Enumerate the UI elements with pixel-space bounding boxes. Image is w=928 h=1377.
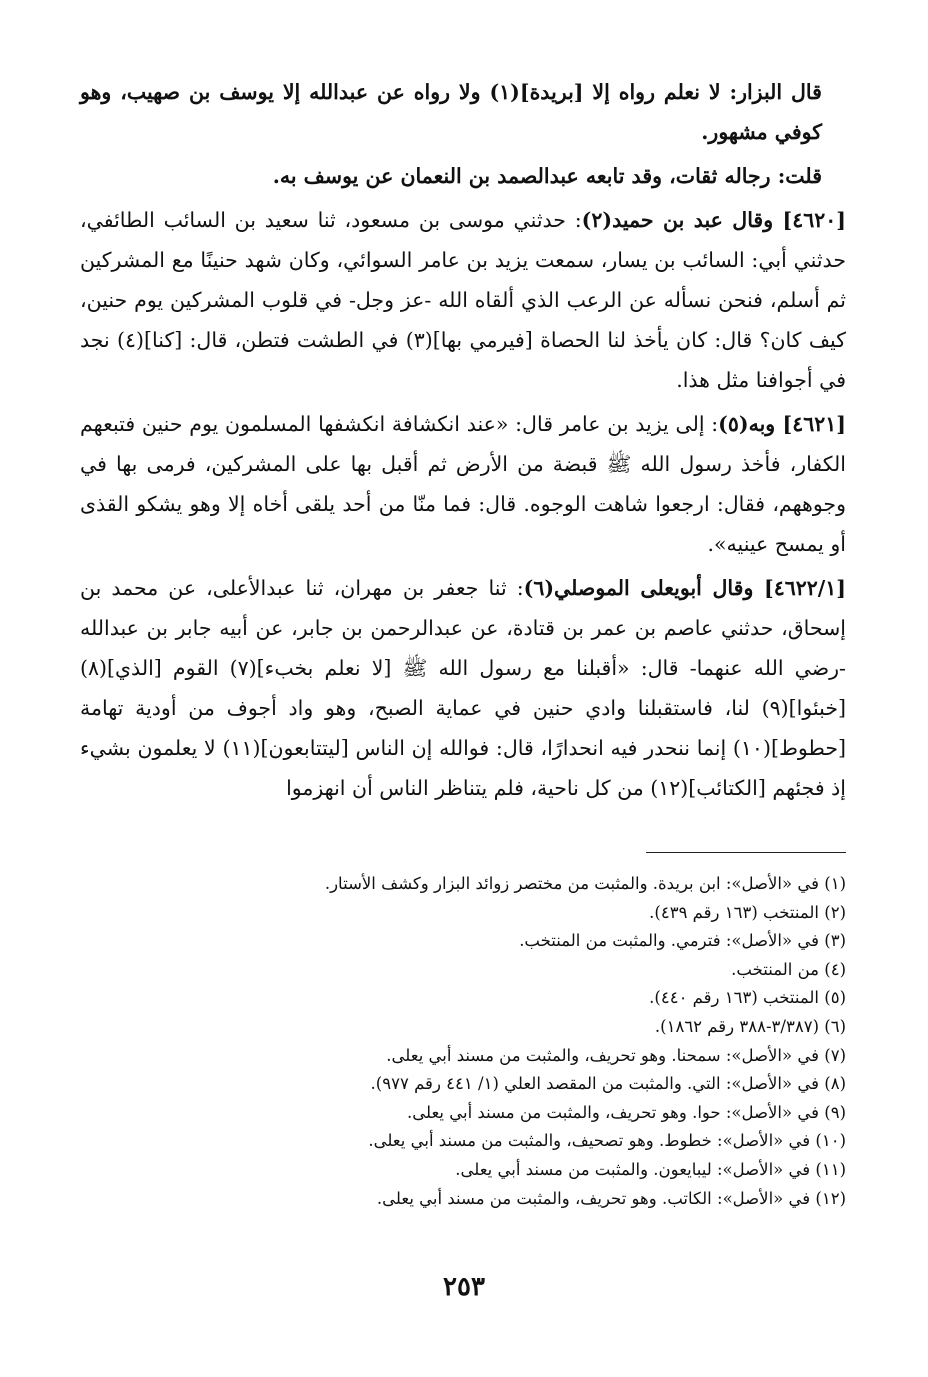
paragraph-bazzar — [80, 72, 846, 152]
paragraph-text: قال البزار: لا نعلم رواه إلا [بريدة](١) ولا رواه عن عبدالله إلا يوسف بن صهيب، وهو كوفي مشهور. — [80, 80, 822, 144]
hadith-4622 — [80, 568, 846, 808]
hadith-4620 — [80, 200, 846, 400]
hadith-text: : إلى يزيد بن عامر قال: «عند انكشافة انكشفها المسلمون يوم حنين فتبعهم الكفار، فأخذ رسول الله ﷺ قبضة من الأرض ثم أقبل بها على المشركين، فرمى بها في وجوههم، فقال: ارجعوا شاهت الوجوه. قال: فما منّا من أحد يلقى أخاه إلا وهو يشكو القذى أو يمسح عينيه». — [80, 412, 846, 556]
hadith-text: : حدثني موسى بن مسعود، ثنا سعيد بن السائب الطائفي، حدثني أبي: السائب بن يسار، سمعت يزيد بن عامر السوائي، وكان شهد حنينًا مع المشركين ثم أسلم، فنحن نسأله عن الرعب الذي ألقاه الله -عز وجل- في قلوب المشركين يوم حنين، كيف كان؟ قال: كان يأخذ لنا الحصاة [فيرمي بها](٣) في الطشت فتطن، قال: [كنا](٤) نجد في أجوافنا مثل هذا. — [80, 208, 847, 392]
footnote-item: (١٢) في «الأصل»: الكاتب. وهو تحريف، والمثبت من مسند أبي يعلى. — [376, 1188, 846, 1208]
footnote-item: (٣) في «الأصل»: فترمي. والمثبت من المنتخب. — [519, 931, 846, 951]
footnote-item: (٨) في «الأصل»: التي. والمثبت من المقصد العلي (١/ ٤٤١ رقم ٩٧٧). — [370, 1074, 846, 1094]
footnote-item: (١١) في «الأصل»: ليبايعون. والمثبت من مسند أبي يعلى. — [455, 1159, 846, 1179]
footnote-item: (١) في «الأصل»: ابن بريدة. والمثبت من مختصر زوائد البزار وكشف الأستار. — [324, 874, 846, 893]
footnotes-list — [80, 870, 846, 1213]
main-text — [80, 72, 846, 812]
footnote-item: (٤) من المنتخب. — [731, 959, 846, 979]
footnote-item: (٦) (٣/٣٨٧-٣٨٨ رقم ١٨٦٢). — [654, 1016, 846, 1036]
footnote-item: (٧) في «الأصل»: سمحنا. وهو تحريف، والمثبت من مسند أبي يعلى. — [386, 1045, 846, 1065]
footnote-item: (٩) في «الأصل»: حوا. وهو تحريف، والمثبت من مسند أبي يعلى. — [407, 1102, 846, 1122]
hadith-heading: [٤٦٢٠] وقال عبد بن حميد(٢) — [581, 208, 846, 232]
footnote-item: (١٠) في «الأصل»: خطوط. وهو تصحيف، والمثبت من مسند أبي يعلى. — [368, 1131, 846, 1151]
page-number: ٢٥٣ — [443, 1272, 485, 1302]
footnote-item: (٥) المنتخب (١٦٣ رقم ٤٤٠). — [649, 988, 846, 1008]
hadith-text: : ثنا جعفر بن مهران، ثنا عبدالأعلى، عن محمد بن إسحاق، حدثني عاصم بن عمر بن قتادة، عن عبدالرحمن بن جابر، عن أبيه جابر بن عبدالله -رضي الله عنهما- قال: «أقبلنا مع رسول الله ﷺ [لا نعلم بخبء](٧) القوم [الذي](٨) [خبئوا](٩) لنا، فاستقبلنا وادي حنين في عماية الصبح، وهو واد أجوف من أودية تهامة [حطوط](١٠) إنما ننحدر فيه انحدارًا، قال: فوالله إن الناس [ليتتابعون](١١) لا يعلمون بشيء إذ فجئهم [الكتائب](١٢) من كل ناحية، فلم يتناظر الناس أن انهزموا — [80, 576, 846, 800]
hadith-heading: [٤٦٢٢/١] وقال أبويعلى الموصلي(٦) — [523, 576, 846, 600]
hadith-heading: [٤٦٢١] وبه(٥) — [718, 412, 846, 436]
paragraph-qultu — [80, 156, 846, 196]
footnote-divider — [646, 852, 846, 853]
paragraph-text: قلت: رجاله ثقات، وقد تابعه عبدالصمد بن النعمان عن يوسف به. — [272, 164, 822, 188]
footnote-item: (٢) المنتخب (١٦٣ رقم ٤٣٩). — [649, 902, 846, 922]
hadith-4621 — [80, 404, 846, 564]
